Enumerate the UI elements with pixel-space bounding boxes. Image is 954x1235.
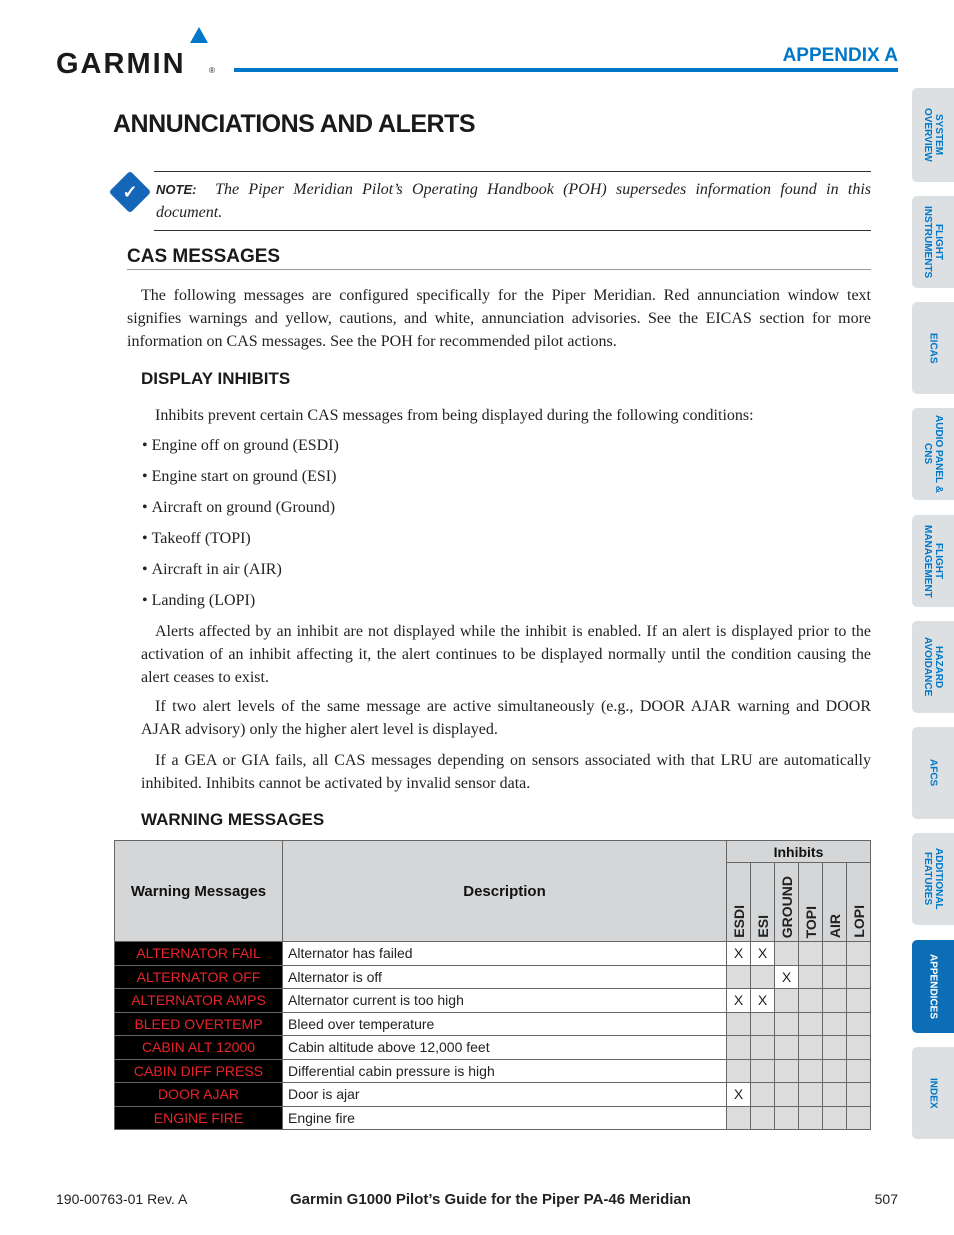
pencil-check-icon: ✓ [122,182,138,202]
tab-flight-instruments[interactable]: FLIGHT INSTRUMENTS [912,196,954,288]
inhibit-cell [751,1083,775,1107]
description-cell: Alternator is off [283,965,727,989]
inhibit-cell [751,965,775,989]
warning-message-cell: ENGINE FIRE [115,1106,283,1130]
table-row [115,989,871,1013]
footer-page-number: 507 [874,1191,898,1207]
display-inhibits-intro: Inhibits prevent certain CAS messages from being displayed during the following conditions: [155,407,754,424]
bullet-item: • Engine off on ground (ESDI) [142,437,339,454]
section-label: APPENDIX A [782,45,898,66]
inhibit-cell [799,1106,823,1130]
inhibit-cell: X [751,942,775,966]
bullet-item: • Aircraft on ground (Ground) [142,499,336,516]
warning-message-cell: DOOR AJAR [115,1083,283,1107]
inhibit-cell [799,1083,823,1107]
inhibit-cell [775,942,799,966]
inhibit-cell [847,942,871,966]
table-row [115,1012,871,1036]
inhibit-cell: X [727,942,751,966]
description-cell: Bleed over temperature [283,1012,727,1036]
garmin-logo-triangle [190,27,208,43]
col-header-description: Description [283,841,727,942]
col-header-inhibits: Inhibits [727,841,871,863]
col-header-message: Warning Messages [115,841,283,942]
inhibits-para-3: If a GEA or GIA fails, all CAS messages depending on sensors associated with that LRU are automatically inhibited. Inhibits cannot be activated by invalid sensor data. [141,752,871,792]
footer-title: Garmin G1000 Pilot’s Guide for the Piper PA-46 Meridian [290,1191,691,1208]
page-title: ANNUNCIATIONS AND ALERTS [113,110,476,138]
inhibit-cell: X [727,989,751,1013]
inhibit-cell [727,1036,751,1060]
inhibit-cell [847,965,871,989]
col-header-topi: TOPI [799,863,823,942]
warning-message-cell: ALTERNATOR OFF [115,965,283,989]
note-text [156,178,871,224]
description-cell: Cabin altitude above 12,000 feet [283,1036,727,1060]
col-header-esdi: ESDI [727,863,751,942]
tab-audio-panel-cns[interactable]: AUDIO PANEL & CNS [912,408,954,500]
inhibit-cell: X [727,1083,751,1107]
inhibit-cell [823,1036,847,1060]
tab-index[interactable]: INDEX [912,1047,954,1139]
inhibit-cell [847,1012,871,1036]
inhibit-cell [847,989,871,1013]
cas-heading-rule [127,269,871,270]
warning-messages-table [114,840,871,1130]
table-row [115,965,871,989]
inhibit-cell [727,1106,751,1130]
col-header-esi: ESI [751,863,775,942]
inhibit-cell [823,1083,847,1107]
inhibit-cell [799,1036,823,1060]
table-row [115,1059,871,1083]
inhibits-para-2: If two alert levels of the same message are active simultaneously (e.g., DOOR AJAR warning and DOOR AJAR advisory) only the higher alert level is displayed. [141,698,871,738]
inhibit-cell [823,989,847,1013]
inhibit-cell [823,942,847,966]
table-row [115,942,871,966]
cas-intro: The following messages are configured specifically for the Piper Meridian. Red annunciation window text signifies warnings and yellow, cautions, and white, annunciation advisories. See the EICAS section for more information on CAS messages. See the POH for recommended pilot actions. [127,287,871,350]
inhibit-cell [799,965,823,989]
inhibit-cell [751,1012,775,1036]
inhibit-cell [751,1059,775,1083]
inhibit-cell [823,1012,847,1036]
warning-message-cell: CABIN DIFF PRESS [115,1059,283,1083]
inhibit-cell [799,1059,823,1083]
description-cell: Door is ajar [283,1083,727,1107]
inhibit-cell [775,989,799,1013]
inhibit-cell [823,1059,847,1083]
col-header-air: AIR [823,863,847,942]
bullet-item: • Aircraft in air (AIR) [142,561,282,578]
inhibit-cell [751,1106,775,1130]
inhibit-cell [799,942,823,966]
tab-eicas[interactable]: EICAS [912,302,954,394]
inhibit-cell [775,1106,799,1130]
inhibit-cell: X [775,965,799,989]
inhibit-cell [799,1012,823,1036]
registered-mark: ® [209,66,215,75]
footer-doc-number: 190-00763-01 Rev. A [56,1191,188,1207]
inhibit-cell [823,965,847,989]
tab-flight-management[interactable]: FLIGHT MANAGEMENT [912,515,954,607]
warning-message-cell: BLEED OVERTEMP [115,1012,283,1036]
inhibit-cell [751,1036,775,1060]
inhibit-cell [847,1106,871,1130]
inhibits-para-1: Alerts affected by an inhibit are not displayed while the inhibit is enabled. If an alert is displayed prior to the activation of an inhibit affecting it, the alert continues to be displayed normally until the condition causing the alert ceases to exist. [141,623,871,686]
col-header-ground: GROUND [775,863,799,942]
inhibit-cell [799,989,823,1013]
col-header-lopi: LOPI [847,863,871,942]
tab-additional-features[interactable]: ADDITIONAL FEATURES [912,833,954,925]
bullet-item: • Landing (LOPI) [142,592,256,609]
inhibit-cell [775,1059,799,1083]
display-inhibits-heading: DISPLAY INHIBITS [141,369,291,388]
inhibit-cell [775,1083,799,1107]
bullet-item: • Takeoff (TOPI) [142,530,251,547]
description-cell: Differential cabin pressure is high [283,1059,727,1083]
inhibit-cell [727,965,751,989]
note-body: The Piper Meridian Pilot’s Operating Handbook (POH) supersedes information found in this document. [156,181,872,221]
inhibit-cell [847,1059,871,1083]
inhibit-cell [775,1036,799,1060]
warning-message-cell: ALTERNATOR AMPS [115,989,283,1013]
warning-message-cell: ALTERNATOR FAIL [115,942,283,966]
header-rule [234,68,898,72]
garmin-logo: GARMIN [56,48,186,80]
tab-system-overview[interactable]: SYSTEM OVERVIEW [912,88,954,182]
inhibit-cell [727,1059,751,1083]
table-row [115,1106,871,1130]
note-label: NOTE: [156,182,197,197]
table-row [115,1083,871,1107]
inhibit-cell [727,1012,751,1036]
inhibit-cell: X [751,989,775,1013]
inhibit-cell [847,1036,871,1060]
inhibit-cell [847,1083,871,1107]
warning-message-cell: CABIN ALT 12000 [115,1036,283,1060]
cas-heading: CAS MESSAGES [127,246,281,267]
description-cell: Engine fire [283,1106,727,1130]
description-cell: Alternator current is too high [283,989,727,1013]
inhibit-cell [775,1012,799,1036]
tab-afcs[interactable]: AFCS [912,727,954,819]
warning-messages-heading: WARNING MESSAGES [141,810,325,829]
tab-appendices[interactable]: APPENDICES [912,940,954,1033]
table-row [115,1036,871,1060]
tab-hazard-avoidance[interactable]: HAZARD AVOIDANCE [912,621,954,713]
description-cell: Alternator has failed [283,942,727,966]
bullet-item: • Engine start on ground (ESI) [142,468,337,485]
inhibit-cell [823,1106,847,1130]
